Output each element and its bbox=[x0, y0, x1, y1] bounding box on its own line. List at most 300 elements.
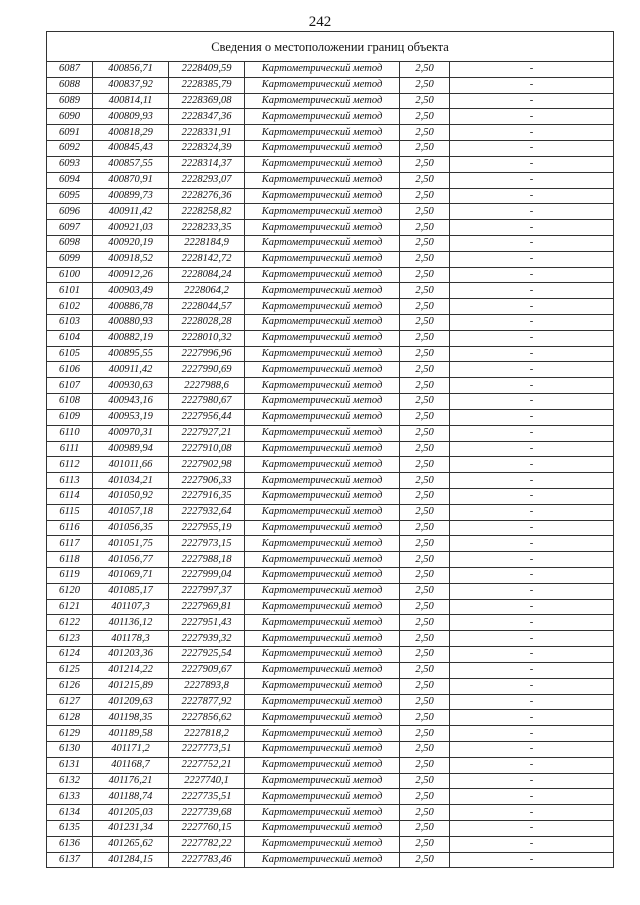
note-cell: - bbox=[450, 583, 614, 599]
table-row bbox=[47, 821, 614, 837]
x-coordinate-cell: 401198,35 bbox=[93, 710, 169, 726]
method-cell: Картометрический метод bbox=[245, 741, 400, 757]
y-coordinate-cell: 2228258,82 bbox=[169, 204, 245, 220]
y-coordinate-cell: 2227925,54 bbox=[169, 647, 245, 663]
table-row bbox=[47, 599, 614, 615]
method-cell: Картометрический метод bbox=[245, 141, 400, 157]
table-row bbox=[47, 520, 614, 536]
x-coordinate-cell: 400895,55 bbox=[93, 346, 169, 362]
table-row bbox=[47, 536, 614, 552]
accuracy-cell: 2,50 bbox=[400, 235, 450, 251]
table-row bbox=[47, 789, 614, 805]
point-number-cell: 6133 bbox=[47, 789, 93, 805]
table-row bbox=[47, 315, 614, 331]
point-number-cell: 6122 bbox=[47, 615, 93, 631]
accuracy-cell: 2,50 bbox=[400, 805, 450, 821]
table-row bbox=[47, 62, 614, 78]
note-cell: - bbox=[450, 62, 614, 78]
note-cell: - bbox=[450, 251, 614, 267]
note-cell: - bbox=[450, 631, 614, 647]
method-cell: Картометрический метод bbox=[245, 615, 400, 631]
x-coordinate-cell: 401011,66 bbox=[93, 457, 169, 473]
accuracy-cell: 2,50 bbox=[400, 694, 450, 710]
point-number-cell: 6131 bbox=[47, 757, 93, 773]
note-cell: - bbox=[450, 647, 614, 663]
point-number-cell: 6115 bbox=[47, 504, 93, 520]
x-coordinate-cell: 400970,31 bbox=[93, 425, 169, 441]
accuracy-cell: 2,50 bbox=[400, 172, 450, 188]
method-cell: Картометрический метод bbox=[245, 235, 400, 251]
method-cell: Картометрический метод bbox=[245, 394, 400, 410]
method-cell: Картометрический метод bbox=[245, 283, 400, 299]
x-coordinate-cell: 401057,18 bbox=[93, 504, 169, 520]
accuracy-cell: 2,50 bbox=[400, 599, 450, 615]
y-coordinate-cell: 2227999,04 bbox=[169, 568, 245, 584]
y-coordinate-cell: 2227969,81 bbox=[169, 599, 245, 615]
x-coordinate-cell: 400814,11 bbox=[93, 93, 169, 109]
table-row bbox=[47, 552, 614, 568]
note-cell: - bbox=[450, 394, 614, 410]
method-cell: Картометрический метод bbox=[245, 188, 400, 204]
table-row bbox=[47, 362, 614, 378]
table-row bbox=[47, 378, 614, 394]
table-row bbox=[47, 568, 614, 584]
accuracy-cell: 2,50 bbox=[400, 726, 450, 742]
x-coordinate-cell: 400912,26 bbox=[93, 267, 169, 283]
y-coordinate-cell: 2228314,37 bbox=[169, 156, 245, 172]
point-number-cell: 6109 bbox=[47, 409, 93, 425]
y-coordinate-cell: 2228084,24 bbox=[169, 267, 245, 283]
table-title-row bbox=[47, 32, 614, 62]
table-row bbox=[47, 473, 614, 489]
method-cell: Картометрический метод bbox=[245, 362, 400, 378]
accuracy-cell: 2,50 bbox=[400, 821, 450, 837]
note-cell: - bbox=[450, 220, 614, 236]
method-cell: Картометрический метод bbox=[245, 678, 400, 694]
point-number-cell: 6100 bbox=[47, 267, 93, 283]
point-number-cell: 6124 bbox=[47, 647, 93, 663]
accuracy-cell: 2,50 bbox=[400, 647, 450, 663]
y-coordinate-cell: 2227909,67 bbox=[169, 662, 245, 678]
x-coordinate-cell: 400882,19 bbox=[93, 330, 169, 346]
note-cell: - bbox=[450, 536, 614, 552]
table-row bbox=[47, 805, 614, 821]
table-row bbox=[47, 678, 614, 694]
note-cell: - bbox=[450, 283, 614, 299]
note-cell: - bbox=[450, 615, 614, 631]
x-coordinate-cell: 400918,52 bbox=[93, 251, 169, 267]
accuracy-cell: 2,50 bbox=[400, 710, 450, 726]
note-cell: - bbox=[450, 93, 614, 109]
accuracy-cell: 2,50 bbox=[400, 346, 450, 362]
table-title: Сведения о местоположении границ объекта bbox=[47, 32, 614, 62]
y-coordinate-cell: 2227773,51 bbox=[169, 741, 245, 757]
accuracy-cell: 2,50 bbox=[400, 852, 450, 868]
x-coordinate-cell: 401178,3 bbox=[93, 631, 169, 647]
point-number-cell: 6111 bbox=[47, 441, 93, 457]
note-cell: - bbox=[450, 694, 614, 710]
y-coordinate-cell: 2227902,98 bbox=[169, 457, 245, 473]
accuracy-cell: 2,50 bbox=[400, 520, 450, 536]
table-row bbox=[47, 425, 614, 441]
x-coordinate-cell: 401214,22 bbox=[93, 662, 169, 678]
point-number-cell: 6107 bbox=[47, 378, 93, 394]
method-cell: Картометрический метод bbox=[245, 536, 400, 552]
table-row bbox=[47, 504, 614, 520]
y-coordinate-cell: 2227782,22 bbox=[169, 836, 245, 852]
method-cell: Картометрический метод bbox=[245, 488, 400, 504]
table-row bbox=[47, 694, 614, 710]
y-coordinate-cell: 2227996,96 bbox=[169, 346, 245, 362]
method-cell: Картометрический метод bbox=[245, 552, 400, 568]
note-cell: - bbox=[450, 568, 614, 584]
y-coordinate-cell: 2227752,21 bbox=[169, 757, 245, 773]
point-number-cell: 6094 bbox=[47, 172, 93, 188]
x-coordinate-cell: 401188,74 bbox=[93, 789, 169, 805]
method-cell: Картометрический метод bbox=[245, 662, 400, 678]
y-coordinate-cell: 2228276,36 bbox=[169, 188, 245, 204]
point-number-cell: 6099 bbox=[47, 251, 93, 267]
accuracy-cell: 2,50 bbox=[400, 409, 450, 425]
x-coordinate-cell: 401051,75 bbox=[93, 536, 169, 552]
point-number-cell: 6135 bbox=[47, 821, 93, 837]
x-coordinate-cell: 401265,62 bbox=[93, 836, 169, 852]
point-number-cell: 6137 bbox=[47, 852, 93, 868]
accuracy-cell: 2,50 bbox=[400, 631, 450, 647]
point-number-cell: 6092 bbox=[47, 141, 93, 157]
point-number-cell: 6093 bbox=[47, 156, 93, 172]
note-cell: - bbox=[450, 346, 614, 362]
note-cell: - bbox=[450, 457, 614, 473]
accuracy-cell: 2,50 bbox=[400, 536, 450, 552]
note-cell: - bbox=[450, 852, 614, 868]
accuracy-cell: 2,50 bbox=[400, 315, 450, 331]
y-coordinate-cell: 2228385,79 bbox=[169, 77, 245, 93]
point-number-cell: 6117 bbox=[47, 536, 93, 552]
method-cell: Картометрический метод bbox=[245, 647, 400, 663]
note-cell: - bbox=[450, 172, 614, 188]
y-coordinate-cell: 2227739,68 bbox=[169, 805, 245, 821]
note-cell: - bbox=[450, 362, 614, 378]
accuracy-cell: 2,50 bbox=[400, 678, 450, 694]
method-cell: Картометрический метод bbox=[245, 346, 400, 362]
point-number-cell: 6098 bbox=[47, 235, 93, 251]
point-number-cell: 6123 bbox=[47, 631, 93, 647]
y-coordinate-cell: 2228369,08 bbox=[169, 93, 245, 109]
note-cell: - bbox=[450, 821, 614, 837]
x-coordinate-cell: 400809,93 bbox=[93, 109, 169, 125]
y-coordinate-cell: 2227906,33 bbox=[169, 473, 245, 489]
table-row bbox=[47, 283, 614, 299]
method-cell: Картометрический метод bbox=[245, 631, 400, 647]
table-row bbox=[47, 156, 614, 172]
y-coordinate-cell: 2228293,07 bbox=[169, 172, 245, 188]
method-cell: Картометрический метод bbox=[245, 520, 400, 536]
y-coordinate-cell: 2228064,2 bbox=[169, 283, 245, 299]
x-coordinate-cell: 401176,21 bbox=[93, 773, 169, 789]
method-cell: Картометрический метод bbox=[245, 441, 400, 457]
table-row bbox=[47, 441, 614, 457]
method-cell: Картометрический метод bbox=[245, 93, 400, 109]
point-number-cell: 6103 bbox=[47, 315, 93, 331]
point-number-cell: 6127 bbox=[47, 694, 93, 710]
method-cell: Картометрический метод bbox=[245, 805, 400, 821]
x-coordinate-cell: 401056,77 bbox=[93, 552, 169, 568]
note-cell: - bbox=[450, 156, 614, 172]
method-cell: Картометрический метод bbox=[245, 409, 400, 425]
x-coordinate-cell: 401189,58 bbox=[93, 726, 169, 742]
accuracy-cell: 2,50 bbox=[400, 378, 450, 394]
accuracy-cell: 2,50 bbox=[400, 267, 450, 283]
table-row bbox=[47, 409, 614, 425]
x-coordinate-cell: 400880,93 bbox=[93, 315, 169, 331]
x-coordinate-cell: 401231,34 bbox=[93, 821, 169, 837]
table-row bbox=[47, 299, 614, 315]
accuracy-cell: 2,50 bbox=[400, 741, 450, 757]
accuracy-cell: 2,50 bbox=[400, 457, 450, 473]
y-coordinate-cell: 2228347,36 bbox=[169, 109, 245, 125]
x-coordinate-cell: 400911,42 bbox=[93, 204, 169, 220]
note-cell: - bbox=[450, 473, 614, 489]
note-cell: - bbox=[450, 425, 614, 441]
y-coordinate-cell: 2228184,9 bbox=[169, 235, 245, 251]
method-cell: Картометрический метод bbox=[245, 156, 400, 172]
method-cell: Картометрический метод bbox=[245, 204, 400, 220]
page-number: 242 bbox=[308, 14, 332, 30]
x-coordinate-cell: 400837,92 bbox=[93, 77, 169, 93]
point-number-cell: 6090 bbox=[47, 109, 93, 125]
y-coordinate-cell: 2227893,8 bbox=[169, 678, 245, 694]
method-cell: Картометрический метод bbox=[245, 789, 400, 805]
x-coordinate-cell: 400920,19 bbox=[93, 235, 169, 251]
note-cell: - bbox=[450, 77, 614, 93]
method-cell: Картометрический метод bbox=[245, 378, 400, 394]
y-coordinate-cell: 2227955,19 bbox=[169, 520, 245, 536]
method-cell: Картометрический метод bbox=[245, 330, 400, 346]
table-row bbox=[47, 93, 614, 109]
accuracy-cell: 2,50 bbox=[400, 789, 450, 805]
x-coordinate-cell: 401056,35 bbox=[93, 520, 169, 536]
x-coordinate-cell: 401136,12 bbox=[93, 615, 169, 631]
point-number-cell: 6112 bbox=[47, 457, 93, 473]
table-row bbox=[47, 662, 614, 678]
table-row bbox=[47, 631, 614, 647]
point-number-cell: 6113 bbox=[47, 473, 93, 489]
note-cell: - bbox=[450, 805, 614, 821]
method-cell: Картометрический метод bbox=[245, 757, 400, 773]
table-row bbox=[47, 741, 614, 757]
table-row bbox=[47, 77, 614, 93]
x-coordinate-cell: 401069,71 bbox=[93, 568, 169, 584]
accuracy-cell: 2,50 bbox=[400, 394, 450, 410]
method-cell: Картометрический метод bbox=[245, 425, 400, 441]
accuracy-cell: 2,50 bbox=[400, 220, 450, 236]
method-cell: Картометрический метод bbox=[245, 599, 400, 615]
x-coordinate-cell: 401209,63 bbox=[93, 694, 169, 710]
boundary-coordinates-table bbox=[46, 31, 614, 868]
x-coordinate-cell: 401203,36 bbox=[93, 647, 169, 663]
accuracy-cell: 2,50 bbox=[400, 156, 450, 172]
x-coordinate-cell: 400953,19 bbox=[93, 409, 169, 425]
method-cell: Картометрический метод bbox=[245, 299, 400, 315]
note-cell: - bbox=[450, 726, 614, 742]
note-cell: - bbox=[450, 504, 614, 520]
method-cell: Картометрический метод bbox=[245, 726, 400, 742]
accuracy-cell: 2,50 bbox=[400, 473, 450, 489]
x-coordinate-cell: 400818,29 bbox=[93, 125, 169, 141]
table-row bbox=[47, 172, 614, 188]
y-coordinate-cell: 2227932,64 bbox=[169, 504, 245, 520]
table-row bbox=[47, 836, 614, 852]
method-cell: Картометрический метод bbox=[245, 125, 400, 141]
point-number-cell: 6096 bbox=[47, 204, 93, 220]
point-number-cell: 6102 bbox=[47, 299, 93, 315]
table-row bbox=[47, 220, 614, 236]
point-number-cell: 6130 bbox=[47, 741, 93, 757]
y-coordinate-cell: 2227760,15 bbox=[169, 821, 245, 837]
point-number-cell: 6108 bbox=[47, 394, 93, 410]
point-number-cell: 6097 bbox=[47, 220, 93, 236]
accuracy-cell: 2,50 bbox=[400, 330, 450, 346]
point-number-cell: 6091 bbox=[47, 125, 93, 141]
accuracy-cell: 2,50 bbox=[400, 188, 450, 204]
method-cell: Картометрический метод bbox=[245, 109, 400, 125]
y-coordinate-cell: 2227990,69 bbox=[169, 362, 245, 378]
note-cell: - bbox=[450, 315, 614, 331]
accuracy-cell: 2,50 bbox=[400, 504, 450, 520]
method-cell: Картометрический метод bbox=[245, 568, 400, 584]
point-number-cell: 6132 bbox=[47, 773, 93, 789]
accuracy-cell: 2,50 bbox=[400, 568, 450, 584]
point-number-cell: 6110 bbox=[47, 425, 93, 441]
point-number-cell: 6120 bbox=[47, 583, 93, 599]
x-coordinate-cell: 400921,03 bbox=[93, 220, 169, 236]
accuracy-cell: 2,50 bbox=[400, 425, 450, 441]
accuracy-cell: 2,50 bbox=[400, 299, 450, 315]
method-cell: Картометрический метод bbox=[245, 172, 400, 188]
table-row bbox=[47, 852, 614, 868]
note-cell: - bbox=[450, 710, 614, 726]
y-coordinate-cell: 2228028,28 bbox=[169, 315, 245, 331]
y-coordinate-cell: 2227980,67 bbox=[169, 394, 245, 410]
y-coordinate-cell: 2228409,59 bbox=[169, 62, 245, 78]
note-cell: - bbox=[450, 552, 614, 568]
method-cell: Картометрический метод bbox=[245, 852, 400, 868]
point-number-cell: 6106 bbox=[47, 362, 93, 378]
accuracy-cell: 2,50 bbox=[400, 62, 450, 78]
method-cell: Картометрический метод bbox=[245, 457, 400, 473]
method-cell: Картометрический метод bbox=[245, 220, 400, 236]
note-cell: - bbox=[450, 599, 614, 615]
table-row bbox=[47, 757, 614, 773]
y-coordinate-cell: 2227910,08 bbox=[169, 441, 245, 457]
table-row bbox=[47, 204, 614, 220]
table-row bbox=[47, 726, 614, 742]
y-coordinate-cell: 2227951,43 bbox=[169, 615, 245, 631]
accuracy-cell: 2,50 bbox=[400, 662, 450, 678]
x-coordinate-cell: 400845,43 bbox=[93, 141, 169, 157]
table-row bbox=[47, 488, 614, 504]
y-coordinate-cell: 2227956,44 bbox=[169, 409, 245, 425]
point-number-cell: 6105 bbox=[47, 346, 93, 362]
x-coordinate-cell: 401107,3 bbox=[93, 599, 169, 615]
table-row bbox=[47, 188, 614, 204]
table-row bbox=[47, 330, 614, 346]
note-cell: - bbox=[450, 488, 614, 504]
y-coordinate-cell: 2228233,35 bbox=[169, 220, 245, 236]
method-cell: Картометрический метод bbox=[245, 694, 400, 710]
accuracy-cell: 2,50 bbox=[400, 552, 450, 568]
x-coordinate-cell: 401034,21 bbox=[93, 473, 169, 489]
table-row bbox=[47, 125, 614, 141]
method-cell: Картометрический метод bbox=[245, 821, 400, 837]
accuracy-cell: 2,50 bbox=[400, 441, 450, 457]
method-cell: Картометрический метод bbox=[245, 315, 400, 331]
y-coordinate-cell: 2227939,32 bbox=[169, 631, 245, 647]
point-number-cell: 6101 bbox=[47, 283, 93, 299]
method-cell: Картометрический метод bbox=[245, 473, 400, 489]
note-cell: - bbox=[450, 789, 614, 805]
point-number-cell: 6116 bbox=[47, 520, 93, 536]
point-number-cell: 6095 bbox=[47, 188, 93, 204]
y-coordinate-cell: 2227740,1 bbox=[169, 773, 245, 789]
accuracy-cell: 2,50 bbox=[400, 773, 450, 789]
method-cell: Картометрический метод bbox=[245, 504, 400, 520]
method-cell: Картометрический метод bbox=[245, 583, 400, 599]
table-row bbox=[47, 267, 614, 283]
table-row bbox=[47, 583, 614, 599]
point-number-cell: 6128 bbox=[47, 710, 93, 726]
accuracy-cell: 2,50 bbox=[400, 615, 450, 631]
table-row bbox=[47, 647, 614, 663]
note-cell: - bbox=[450, 330, 614, 346]
x-coordinate-cell: 401168,7 bbox=[93, 757, 169, 773]
point-number-cell: 6121 bbox=[47, 599, 93, 615]
table-row bbox=[47, 773, 614, 789]
point-number-cell: 6126 bbox=[47, 678, 93, 694]
point-number-cell: 6134 bbox=[47, 805, 93, 821]
table-row bbox=[47, 394, 614, 410]
note-cell: - bbox=[450, 741, 614, 757]
x-coordinate-cell: 400899,73 bbox=[93, 188, 169, 204]
note-cell: - bbox=[450, 141, 614, 157]
note-cell: - bbox=[450, 757, 614, 773]
accuracy-cell: 2,50 bbox=[400, 251, 450, 267]
accuracy-cell: 2,50 bbox=[400, 757, 450, 773]
x-coordinate-cell: 401171,2 bbox=[93, 741, 169, 757]
point-number-cell: 6125 bbox=[47, 662, 93, 678]
point-number-cell: 6114 bbox=[47, 488, 93, 504]
x-coordinate-cell: 400857,55 bbox=[93, 156, 169, 172]
method-cell: Картометрический метод bbox=[245, 836, 400, 852]
table-row bbox=[47, 710, 614, 726]
y-coordinate-cell: 2227997,37 bbox=[169, 583, 245, 599]
accuracy-cell: 2,50 bbox=[400, 109, 450, 125]
table-row bbox=[47, 251, 614, 267]
accuracy-cell: 2,50 bbox=[400, 283, 450, 299]
x-coordinate-cell: 401205,03 bbox=[93, 805, 169, 821]
method-cell: Картометрический метод bbox=[245, 251, 400, 267]
table-row bbox=[47, 615, 614, 631]
y-coordinate-cell: 2228044,57 bbox=[169, 299, 245, 315]
y-coordinate-cell: 2227988,6 bbox=[169, 378, 245, 394]
accuracy-cell: 2,50 bbox=[400, 583, 450, 599]
method-cell: Картометрический метод bbox=[245, 77, 400, 93]
note-cell: - bbox=[450, 773, 614, 789]
y-coordinate-cell: 2227783,46 bbox=[169, 852, 245, 868]
note-cell: - bbox=[450, 520, 614, 536]
y-coordinate-cell: 2228142,72 bbox=[169, 251, 245, 267]
